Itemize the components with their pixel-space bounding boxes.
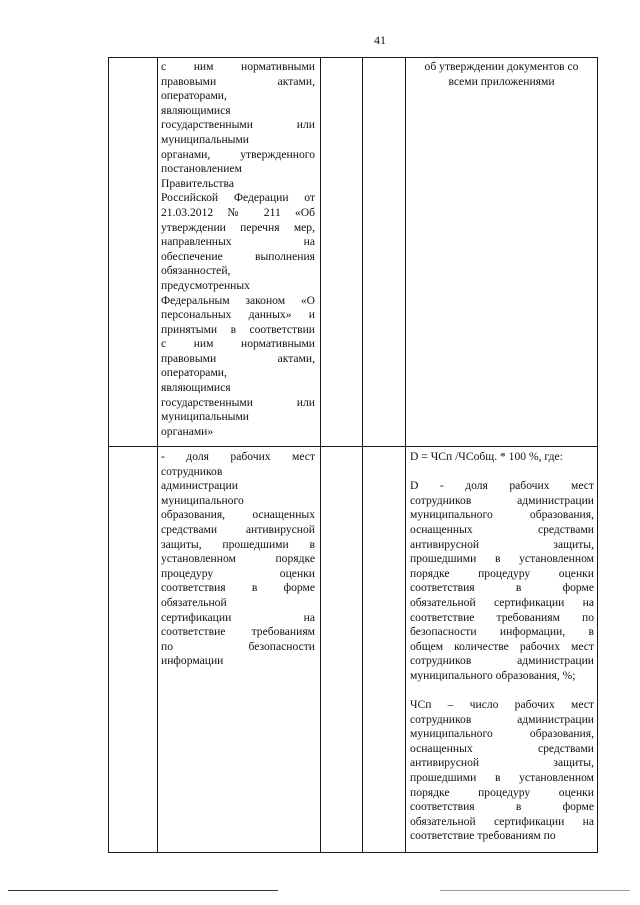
text-line: являющимися [161,381,231,395]
text-line: D - доля рабочих мест [410,479,594,493]
text-line: соответствия в форме [410,800,594,814]
text-line: обязательной [161,595,227,609]
text-line: 21.03.2012 № 211 «Об [161,205,315,219]
text-line: муниципального образования, [410,508,594,522]
text-line: правовыми актами, [161,74,315,88]
text-line: информации [161,654,224,668]
text-line: безопасности информации, в [410,625,594,639]
table-col-border-3 [320,57,321,853]
text-line: муниципальными [161,132,250,146]
text-line: соответствия в форме [410,581,594,595]
text-line: соответствия в форме [161,581,315,595]
text-line: обязанностей, [161,264,231,278]
table-col-border-6 [597,57,598,853]
footer-rule-left [8,890,278,891]
text-line: с ним нормативными [161,337,315,351]
text-line: являющимися [161,103,231,117]
text-line: по безопасности [161,639,315,653]
text-line: органами» [161,424,214,438]
text-line: предусмотренных [161,278,250,292]
text-line: администрации [161,479,238,493]
text-line: прошедшими в установленном [410,771,594,785]
text-line: Российской Федерации от [161,191,315,205]
text-line: образования, оснащенных [161,508,315,522]
text-line: муниципального образования, %; [410,668,576,682]
table-col-border-5 [405,57,406,853]
text-line: оснащенных средствами [410,741,594,755]
row2-indicator-text [161,450,315,669]
page-number: 41 [374,33,386,47]
text-line: муниципальными [161,410,250,424]
table-col-border-4 [362,57,363,853]
text-line: антивирусной защиты, [410,537,594,551]
text-line: порядке процедуру оценки [410,566,594,580]
blank-line [410,684,594,699]
text-line: правовыми актами, [161,351,315,365]
row2-calculation-text [410,450,594,844]
text-line: органами, утвержденного [161,147,315,161]
text-line: сертификации на [161,610,315,624]
text-line: государственными или [161,395,315,409]
text-line: утверждении перечня мер, [161,220,315,234]
text-line: об утверждении документов со [424,60,579,73]
text-line: обязательной сертификации на [410,814,594,828]
row1-indicator-text [161,60,315,439]
text-line: муниципального образования, [410,727,594,741]
text-line: всеми приложениями [448,74,555,88]
text-line: Федеральным законом «О [161,293,315,307]
table-top-border [108,57,598,58]
text-line: Правительства [161,176,234,190]
text-line: ЧСп – число рабочих мест [410,698,594,712]
text-line: антивирусной защиты, [410,756,594,770]
text-line: обязательной сертификации на [410,595,594,609]
text-line: защиты, прошедшими в [161,537,315,551]
text-line: порядке процедуру оценки [410,785,594,799]
blank-line [410,465,594,480]
text-line: персональных данных» и [161,308,315,322]
text-line: постановлением [161,162,242,176]
text-line: - доля рабочих мест [161,450,315,463]
text-line: сотрудников [161,464,223,478]
text-line: обеспечение выполнения [161,249,315,263]
table-col-border-2 [157,57,158,853]
text-line: оснащенных средствами [410,522,594,536]
text-line: установленном порядке [161,552,315,566]
text-line: соответствие требованиям по [410,829,556,843]
text-line: сотрудников администрации [410,493,594,507]
text-line: прошедшими в установленном [410,552,594,566]
text-line: соответствие требованиям по [410,610,594,624]
text-line: операторами, [161,89,227,103]
text-line: общем количестве рабочих мест [410,639,594,653]
text-line: сотрудников администрации [410,654,594,668]
row1-calculation-text [410,60,593,89]
text-line: сотрудников администрации [410,712,594,726]
table-row-divider [108,446,598,447]
text-line: с ним нормативными [161,60,315,73]
text-line: соответствие требованиям [161,625,315,639]
text-line: государственными или [161,118,315,132]
text-line: направленных на [161,235,315,249]
text-line: муниципального [161,493,244,507]
text-line: D = ЧСп /ЧСобщ. * 100 %, где: [410,450,563,463]
table-col-border-1 [108,57,109,853]
text-line: средствами антивирусной [161,522,315,536]
text-line: операторами, [161,366,227,380]
text-line: процедуру оценки [161,566,315,580]
footer-rule-right [440,890,630,891]
table-bottom-border [108,852,598,853]
text-line: принятыми в соответствии [161,322,315,336]
